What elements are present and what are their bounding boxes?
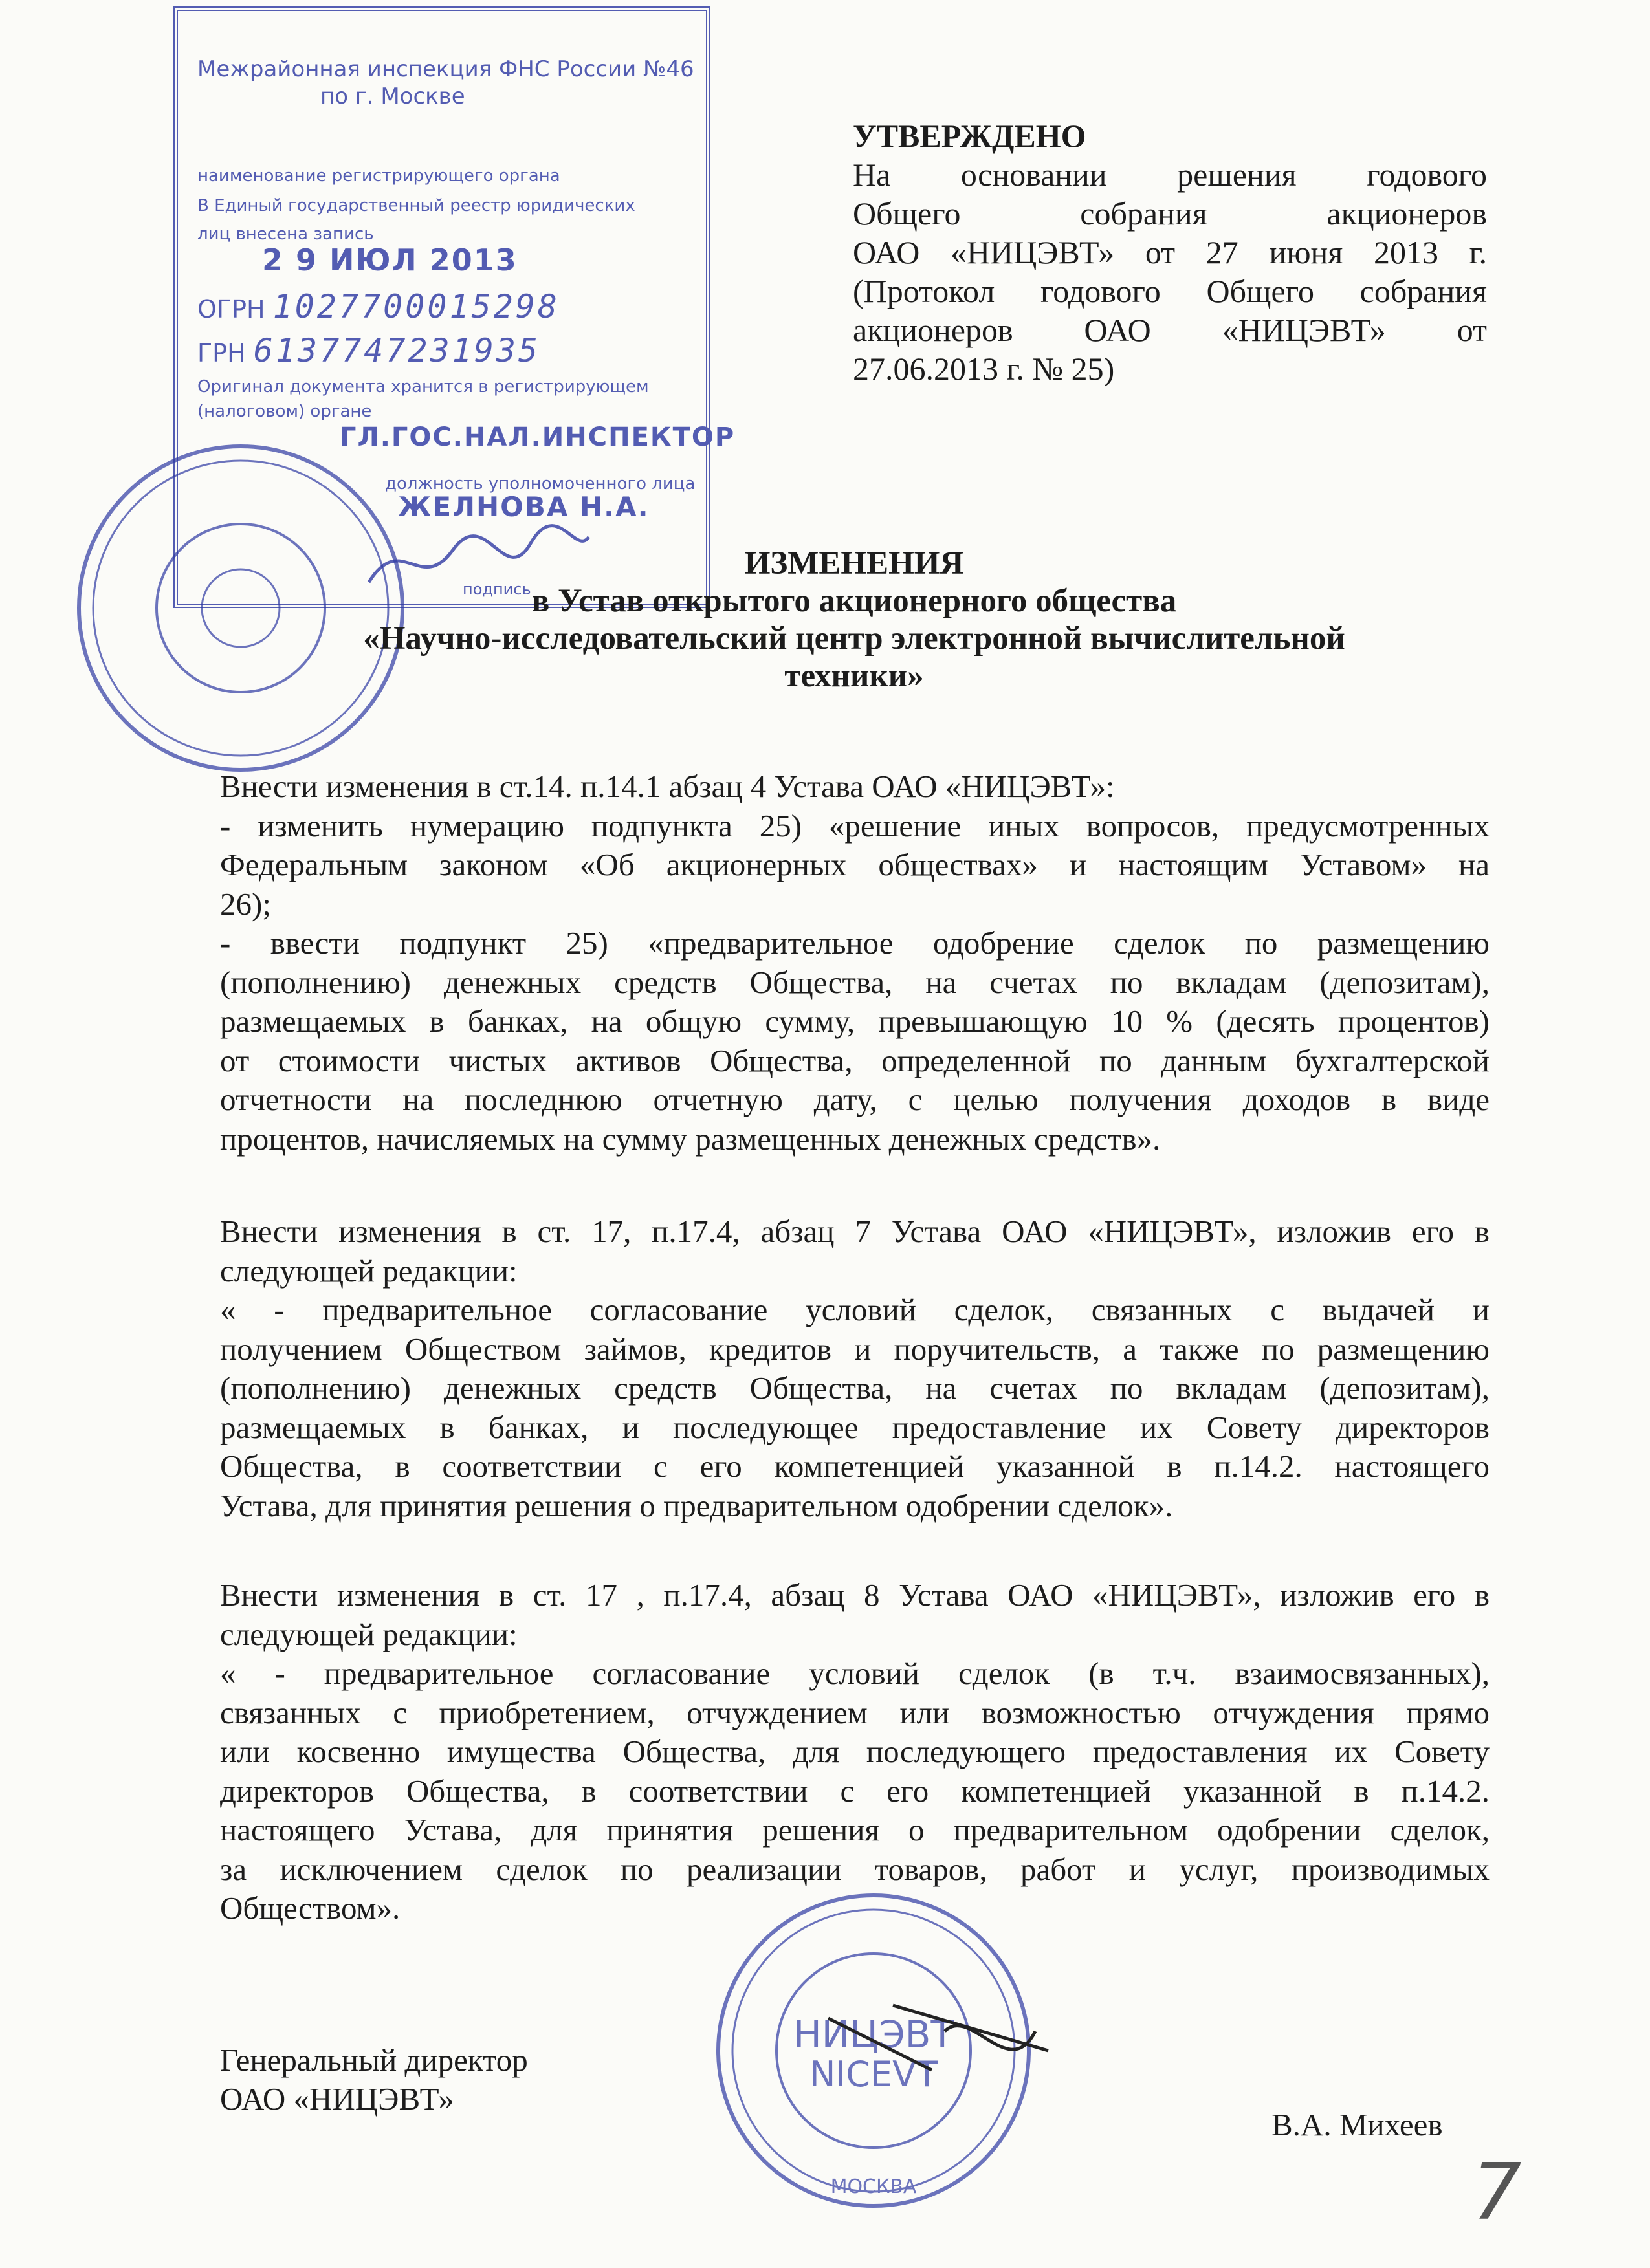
- body-line: от стоимости чистых активов Общества, определенной по данным бухгалтерской: [220, 1042, 1490, 1078]
- director-signature: [815, 1992, 1061, 2096]
- body-line: Обществом».: [220, 1890, 401, 1926]
- stamp-date: 2 9 ИЮЛ 2013: [262, 243, 518, 278]
- page-number: 7: [1472, 2148, 1522, 2238]
- signer-name: В.А. Михеев: [1271, 2107, 1443, 2143]
- body-line: - изменить нумерацию подпункта 25) «решение иных вопросов, предусмотренных: [220, 807, 1490, 844]
- approval-line: Общего собрания акционеров: [853, 195, 1487, 232]
- grn-label: ГРН: [197, 339, 246, 367]
- body-line: « - предварительное согласование условий сделок (в т.ч. взаимосвязанных),: [220, 1655, 1490, 1691]
- body-line: получением Обществом займов, кредитов и поручительств, а также по размещению: [220, 1331, 1490, 1367]
- body-line: Внести изменения в ст. 17 , п.17.4, абзац 8 Устава ОАО «НИЦЭВТ», изложив его в: [220, 1577, 1490, 1613]
- stamp-line: В Единый государственный реестр юридических: [197, 196, 635, 215]
- company-stamp-center-1: НИЦЭВТ: [793, 2012, 954, 2056]
- body-line: Федеральным законом «Об акционерных обществах» и настоящим Уставом» на: [220, 847, 1490, 882]
- position-line: ОАО «НИЦЭВТ»: [220, 2081, 454, 2117]
- company-stamp-center-2: NICEVT: [809, 2054, 938, 2095]
- ogrn-label: ОГРН: [197, 295, 265, 323]
- body-line: процентов, начисляемых на сумму размещенных денежных средств».: [220, 1120, 1161, 1157]
- body-line: директоров Общества, в соответствии с его компетенцией указанной в п.14.2.: [220, 1772, 1490, 1809]
- body-line: 26);: [220, 886, 271, 922]
- document-title: [214, 545, 1495, 695]
- stamp-line: лиц внесена запись: [197, 224, 374, 244]
- body-line: « - предварительное согласование условий сделок, связанных с выдачей и: [220, 1292, 1490, 1327]
- stamp-line: подпись: [463, 580, 531, 598]
- approval-block: [853, 116, 1487, 388]
- title-line: «Научно-исследовательский центр электронной вычислительной: [363, 620, 1345, 657]
- approval-line: ОАО «НИЦЭВТ» от 27 июня 2013 г.: [853, 234, 1487, 270]
- body-line: Внести изменения в ст. 17, п.17.4, абзац 7 Устава ОАО «НИЦЭВТ», изложив его в: [220, 1214, 1490, 1249]
- body-line: настоящего Устава, для принятия решения о предварительном одобрении сделок,: [220, 1812, 1490, 1848]
- ogrn-value: 1027700015298: [272, 288, 560, 325]
- body-line: Общества, в соответствии с его компетенцией указанной в п.14.2. настоящего: [220, 1448, 1490, 1484]
- section-3: [220, 1576, 1490, 1928]
- position-line: Генеральный директор: [220, 2042, 528, 2078]
- stamp-line: наименование регистрирующего органа: [197, 166, 560, 186]
- stamp-officer-title: ГЛ.ГОС.НАЛ.ИНСПЕКТОР: [340, 422, 736, 452]
- title-line: ИЗМЕНЕНИЯ: [744, 545, 964, 582]
- stamp-line: Оригинал документа хранится в регистрирующем: [197, 377, 649, 397]
- approval-line: На основании решения годового: [853, 157, 1487, 193]
- approval-line: акционеров ОАО «НИЦЭВТ» от: [853, 312, 1487, 348]
- body-line: (пополнению) денежных средств Общества, на счетах по вкладам (депозитам),: [220, 964, 1490, 1000]
- title-line: техники»: [784, 658, 924, 694]
- body-line: Устава, для принятия решения о предварительном одобрении сделок».: [220, 1487, 1173, 1523]
- body-line: размещаемых в банках, и последующее предоставление их Совету директоров: [220, 1409, 1490, 1445]
- body-line: размещаемых в банках, на общую сумму, превышающую 10 % (десять процентов): [220, 1003, 1490, 1039]
- section-1: [220, 767, 1490, 1159]
- grn-value: 6137747231935: [253, 332, 541, 369]
- body-line: следующей редакции:: [220, 1252, 518, 1289]
- title-line: в Устав открытого акционерного общества: [531, 583, 1177, 619]
- company-stamp-city: МОСКВА: [830, 2175, 917, 2198]
- approval-line: 27.06.2013 г. № 25): [853, 351, 1115, 387]
- body-line: - ввести подпункт 25) «предварительное одобрение сделок по размещению: [220, 925, 1490, 961]
- section-2: [220, 1212, 1490, 1525]
- stamp-line: (налоговом) органе: [197, 402, 372, 421]
- body-line: следующей редакции:: [220, 1616, 518, 1652]
- body-line: или косвенно имущества Общества, для последующего предоставления их Совету: [220, 1734, 1490, 1769]
- stamp-line: Межрайонная инспекция ФНС России №46: [197, 56, 694, 82]
- stamp-line: по г. Москве: [320, 83, 465, 109]
- stamp-officer-name: ЖЕЛНОВА Н.А.: [398, 491, 650, 523]
- body-line: связанных с приобретением, отчуждением или возможностью отчуждения прямо: [220, 1694, 1490, 1730]
- body-line: отчетности на последнюю отчетную дату, с целью получения доходов в виде: [220, 1082, 1490, 1117]
- body-line: Внести изменения в ст.14. п.14.1 абзац 4 Устава ОАО «НИЦЭВТ»:: [220, 769, 1115, 804]
- signature-position: [220, 2041, 528, 2119]
- body-line: за исключением сделок по реализации товаров, работ и услуг, производимых: [220, 1851, 1490, 1887]
- approval-line: (Протокол годового Общего собрания: [853, 273, 1487, 309]
- body-line: (пополнению) денежных средств Общества, на счетах по вкладам (депозитам),: [220, 1370, 1490, 1406]
- approval-heading: УТВЕРЖДЕНО: [853, 118, 1086, 154]
- stamp-line: должность уполномоченного лица: [385, 474, 696, 494]
